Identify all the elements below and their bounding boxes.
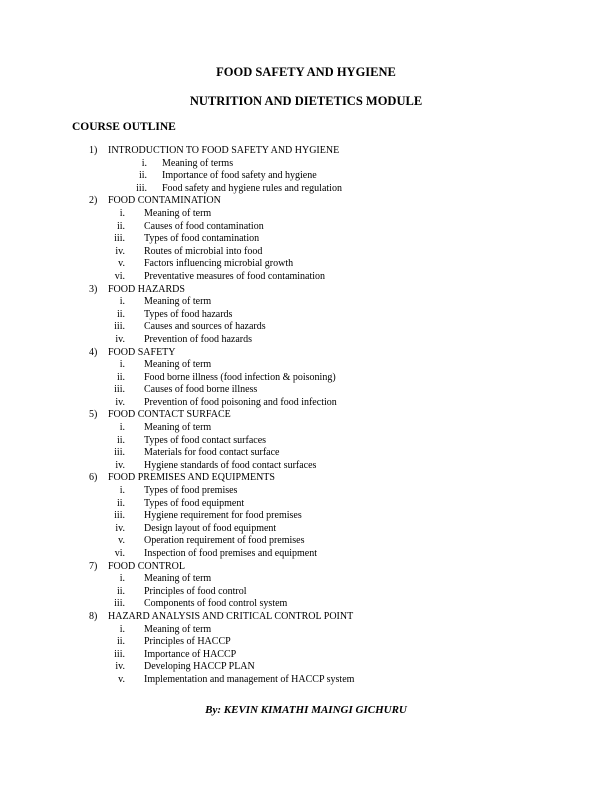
subtopic-title: Types of food hazards [144, 308, 233, 320]
subtopic-item [0, 397, 612, 410]
subtopic-title: Factors influencing microbial growth [144, 258, 294, 270]
subtopic-item [0, 598, 612, 611]
subtopic-title: Importance of food safety and hygiene [162, 170, 317, 182]
subtopic-item [0, 372, 612, 385]
subtopic-title: Types of food contact surfaces [144, 434, 267, 446]
subtopic-number: iii. [114, 384, 125, 396]
subtopic-number: iii. [114, 321, 125, 333]
subtopic-number: vi. [114, 270, 125, 282]
subtopic-title: Causes of food borne illness [144, 384, 258, 396]
subtopic-number: i. [119, 623, 125, 635]
subtopic-item [0, 523, 612, 536]
topic-title: FOOD CONTACT SURFACE [108, 409, 231, 421]
subtopic-item [0, 384, 612, 397]
subtopic-title: Causes of food contamination [144, 220, 264, 232]
subtopic-number: i. [141, 157, 147, 169]
subtopic-item [0, 447, 612, 460]
subtopic-title: Meaning of term [144, 422, 212, 434]
subtopic-item [0, 535, 612, 548]
topic-number: 4) [89, 346, 98, 358]
topic-title: FOOD PREMISES AND EQUIPMENTS [108, 472, 275, 484]
subtopic-item [0, 158, 612, 171]
subtopic-number: ii. [116, 636, 125, 648]
subtopic-title: Meaning of term [144, 359, 212, 371]
subtopic-item [0, 649, 612, 662]
subtopic-item [0, 498, 612, 511]
subtopic-item [0, 258, 612, 271]
subtopic-title: Hygiene standards of food contact surfaces [144, 459, 317, 471]
subtopic-number: iii. [114, 648, 125, 660]
subtopic-item [0, 510, 612, 523]
subtopic-number: i. [119, 422, 125, 434]
subtopic-number: iv. [115, 661, 125, 673]
subtopic-title: Preventative measures of food contamination [144, 270, 326, 282]
subtopic-title: Principles of HACCP [144, 636, 231, 648]
subtopic-number: iii. [114, 510, 125, 522]
subtopic-title: Types of food equipment [144, 497, 245, 509]
topic-item [0, 409, 612, 422]
subtopic-title: Causes and sources of hazards [144, 321, 266, 333]
subtopic-number: iv. [115, 396, 125, 408]
subtopic-item [0, 309, 612, 322]
subtopic-item [0, 422, 612, 435]
subtopic-number: iii. [114, 447, 125, 459]
subtopic-number: v. [118, 535, 125, 547]
subtopic-item [0, 321, 612, 334]
course-outline-list [0, 145, 612, 687]
module-subtitle: NUTRITION AND DIETETICS MODULE [189, 94, 423, 108]
subtopic-item [0, 246, 612, 259]
subtopic-item [0, 334, 612, 347]
subtopic-title: Prevention of food hazards [144, 333, 253, 345]
subtopic-title: Inspection of food premises and equipment [144, 548, 318, 559]
topic-item [0, 195, 612, 208]
subtopic-item [0, 485, 612, 498]
subtopic-number: ii. [116, 497, 125, 509]
subtopic-item [0, 359, 612, 372]
subtopic-item [0, 271, 612, 284]
subtopic-number: ii. [116, 308, 125, 320]
subtopic-title: Routes of microbial into food [144, 245, 263, 257]
subtopic-item [0, 296, 612, 309]
subtopic-number: iv. [115, 522, 125, 534]
topic-title: INTRODUCTION TO FOOD SAFETY AND HYGIENE [108, 145, 340, 156]
subtopic-title: Developing HACCP PLAN [144, 661, 255, 673]
subtopic-title: Meaning of term [144, 296, 212, 308]
subtopic-item [0, 221, 612, 234]
subtopic-number: ii. [116, 220, 125, 232]
subtopic-title: Meaning of term [144, 623, 212, 635]
subtopic-title: Meaning of term [144, 207, 212, 219]
subtopic-title: Components of food control system [144, 598, 288, 610]
topic-number: 6) [89, 472, 98, 484]
subtopic-number: iii. [114, 233, 125, 245]
subtopic-title: Types of food contamination [144, 233, 260, 245]
topic-number: 3) [89, 283, 98, 295]
topic-title: FOOD CONTAMINATION [108, 195, 221, 207]
topic-item [0, 472, 612, 485]
subtopic-item [0, 674, 612, 687]
subtopic-number: i. [119, 485, 125, 497]
topic-item [0, 561, 612, 574]
topic-title: FOOD CONTROL [108, 560, 185, 572]
topic-item [0, 284, 612, 297]
subtopic-number: i. [119, 296, 125, 308]
subtopic-item [0, 636, 612, 649]
subtopic-item [0, 661, 612, 674]
document-title: FOOD SAFETY AND HYGIENE [216, 65, 396, 79]
subtopic-title: Principles of food control [144, 585, 247, 597]
subtopic-number: v. [118, 673, 125, 685]
subtopic-title: Implementation and management of HACCP system [144, 673, 355, 685]
subtopic-number: iv. [115, 333, 125, 345]
subtopic-number: ii. [138, 170, 147, 182]
subtopic-number: v. [118, 258, 125, 270]
subtopic-item [0, 624, 612, 637]
topic-number: 7) [89, 560, 98, 572]
subtopic-title: Meaning of terms [162, 157, 234, 169]
subtopic-number: i. [119, 573, 125, 585]
subtopic-number: i. [119, 207, 125, 219]
topic-item [0, 611, 612, 624]
subtopic-item [0, 183, 612, 196]
author-credit: By: KEVIN KIMATHI MAINGI GICHURU [205, 704, 407, 716]
subtopic-number: iii. [114, 598, 125, 610]
subtopic-number: ii. [116, 371, 125, 383]
subtopic-number: iii. [136, 182, 147, 194]
subtopic-title: Materials for food contact surface [144, 447, 280, 459]
subtopic-number: ii. [116, 585, 125, 597]
topic-item [0, 347, 612, 360]
subtopic-number: iv. [115, 245, 125, 257]
topic-number: 2) [89, 195, 98, 207]
subtopic-number: iv. [115, 459, 125, 471]
subtopic-item [0, 435, 612, 448]
topic-item [0, 145, 612, 158]
subtopic-title: Types of food premises [144, 485, 238, 497]
subtopic-title: Design layout of food equipment [144, 522, 277, 534]
topic-title: FOOD SAFETY [108, 346, 176, 358]
subtopic-item [0, 170, 612, 183]
subtopic-title: Food safety and hygiene rules and regulation [162, 182, 342, 194]
subtopic-number: vi. [114, 548, 125, 559]
subtopic-item [0, 233, 612, 246]
topic-number: 5) [89, 409, 98, 421]
subtopic-number: i. [119, 359, 125, 371]
subtopic-item [0, 208, 612, 221]
subtopic-title: Meaning of term [144, 573, 212, 585]
subtopic-title: Food borne illness (food infection & poisoning) [144, 371, 336, 383]
subtopic-title: Operation requirement of food premises [144, 535, 305, 547]
topic-title: HAZARD ANALYSIS AND CRITICAL CONTROL POINT [108, 610, 354, 622]
subtopic-title: Prevention of food poisoning and food infection [144, 396, 337, 408]
topic-number: 8) [89, 610, 98, 622]
subtopic-item [0, 573, 612, 586]
subtopic-item [0, 586, 612, 599]
subtopic-title: Importance of HACCP [144, 648, 237, 660]
subtopic-item [0, 548, 612, 561]
topic-title: FOOD HAZARDS [108, 283, 185, 295]
course-outline-heading: COURSE OUTLINE [72, 121, 176, 133]
subtopic-title: Hygiene requirement for food premises [144, 510, 302, 522]
subtopic-number: ii. [116, 434, 125, 446]
subtopic-item [0, 460, 612, 473]
topic-number: 1) [89, 145, 98, 156]
